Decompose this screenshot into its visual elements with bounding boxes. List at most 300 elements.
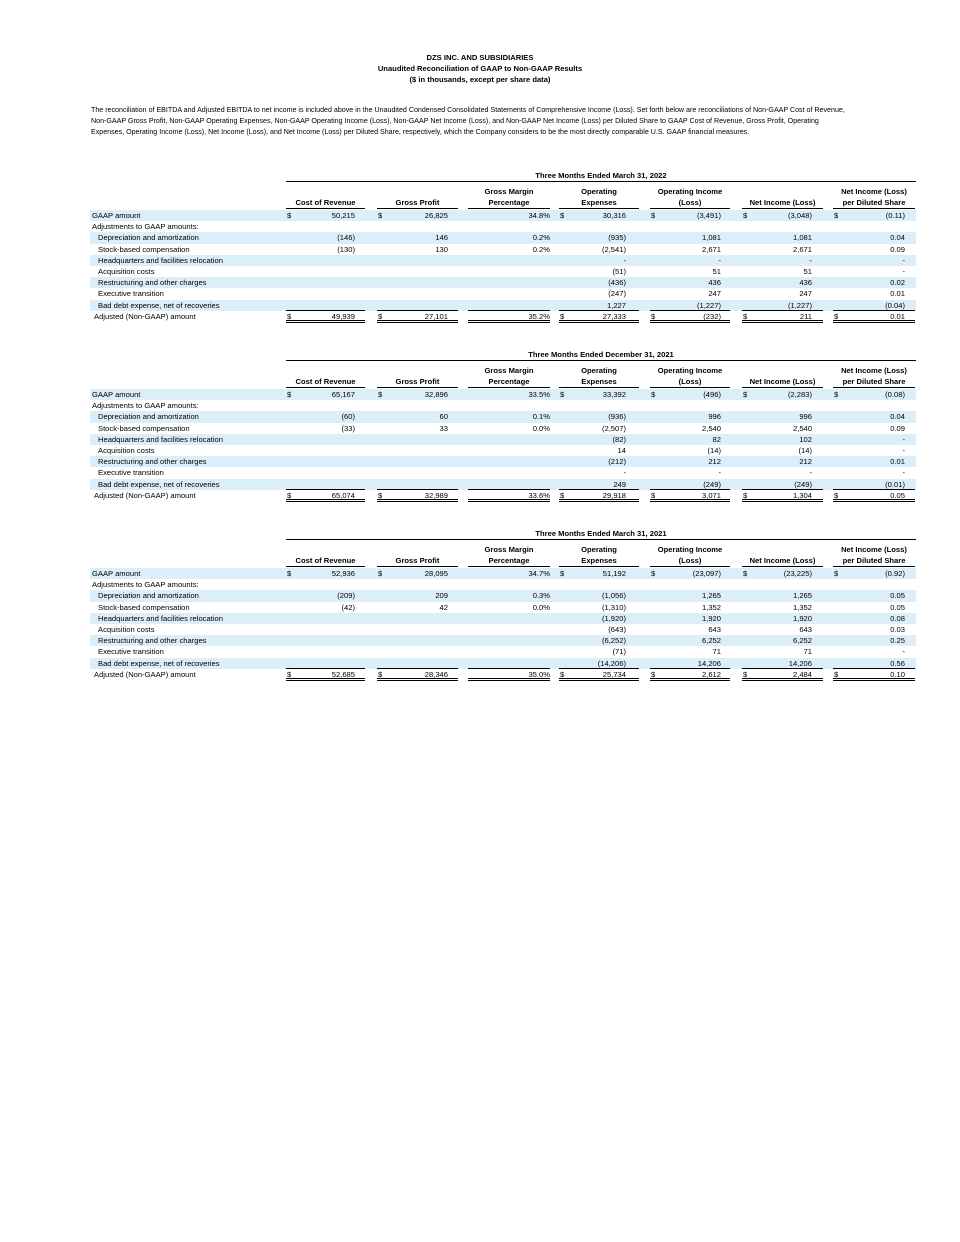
row-label: Depreciation and amortization xyxy=(98,591,199,601)
table-row xyxy=(90,300,916,311)
cell-value: 30,316 xyxy=(602,211,626,220)
cell-value: 32,989 xyxy=(424,490,448,500)
column-header-line1: Gross Margin xyxy=(484,545,534,554)
row-label: Restructuring and other charges xyxy=(98,457,207,467)
cell-value: (0.08) xyxy=(885,390,905,399)
cell-value: 1,352 xyxy=(701,602,721,612)
cell-value: (0.04) xyxy=(885,300,905,310)
cell-value xyxy=(468,445,550,456)
table-row xyxy=(90,445,916,456)
cell-value: 50,215 xyxy=(331,211,355,220)
cell-value: - xyxy=(902,267,905,276)
cell-value: 25,734 xyxy=(602,669,626,679)
row-label: Adjusted (Non-GAAP) amount xyxy=(94,490,196,500)
table-row xyxy=(90,389,916,400)
cell-value: 0.10 xyxy=(890,669,905,679)
cell-value: - xyxy=(718,468,721,478)
cell-value: (14,206) xyxy=(597,658,626,668)
column-header-line2: Net Income (Loss) xyxy=(749,555,816,565)
cell-value xyxy=(377,646,448,657)
row-label: Depreciation and amortization xyxy=(98,233,199,243)
currency-symbol: $ xyxy=(743,669,748,679)
cell-value: 0.05 xyxy=(890,591,905,601)
column-header-line2: Expenses xyxy=(581,376,617,386)
currency-symbol: $ xyxy=(287,390,292,399)
row-label: Acquisition costs xyxy=(98,446,155,455)
cell-value: 0.03 xyxy=(890,625,905,634)
currency-symbol: $ xyxy=(287,669,292,679)
row-label: Bad debt expense, net of recoveries xyxy=(98,300,220,310)
cell-value xyxy=(377,255,448,266)
cell-value: - xyxy=(718,255,721,265)
cell-value: (0.01) xyxy=(885,479,905,489)
cell-value: 1,081 xyxy=(792,233,812,243)
currency-symbol: $ xyxy=(560,669,565,679)
table-row xyxy=(90,400,916,411)
cell-value xyxy=(377,266,448,277)
column-header-line2: Cost of Revenue xyxy=(295,197,356,207)
currency-symbol: $ xyxy=(651,669,656,679)
cell-value: 14 xyxy=(617,446,626,455)
cell-value: (3,048) xyxy=(787,211,812,220)
cell-value xyxy=(468,467,550,478)
report-title: Unaudited Reconciliation of GAAP to Non-GAAP Results xyxy=(377,64,583,73)
cell-value: 52,685 xyxy=(331,669,355,679)
cell-value xyxy=(468,646,550,657)
currency-symbol: $ xyxy=(378,390,383,399)
cell-value: 1,081 xyxy=(701,233,721,243)
cell-value: 436 xyxy=(799,278,812,288)
cell-value: 0.08 xyxy=(890,613,905,623)
cell-value: 32,896 xyxy=(424,390,448,399)
currency-symbol: $ xyxy=(287,211,292,220)
column-header-line1 xyxy=(742,187,823,198)
column-header xyxy=(559,545,639,567)
cell-value: 35.2% xyxy=(528,311,550,321)
table-row xyxy=(90,635,916,646)
table-period-title: Three Months Ended December 31, 2021 xyxy=(286,350,916,361)
column-header-line2: Net Income (Loss) xyxy=(749,376,816,386)
table-row xyxy=(90,590,916,601)
cell-value xyxy=(833,400,905,411)
cell-value: 3,071 xyxy=(701,490,721,500)
row-label: Adjusted (Non-GAAP) amount xyxy=(94,669,196,679)
column-header xyxy=(286,545,365,567)
currency-symbol: $ xyxy=(287,569,292,578)
column-header xyxy=(286,366,365,388)
cell-value: 130 xyxy=(435,244,448,254)
column-header xyxy=(650,366,730,388)
cell-value xyxy=(468,221,550,232)
cell-value xyxy=(468,266,550,277)
cell-value: 42 xyxy=(439,602,448,612)
currency-symbol: $ xyxy=(743,390,748,399)
cell-value: 2,540 xyxy=(792,423,812,433)
cell-value: 60 xyxy=(439,412,448,422)
cell-value: 51 xyxy=(803,267,812,276)
column-header-line2: per Diluted Share xyxy=(842,197,906,207)
column-header-line1: Net Income (Loss) xyxy=(841,187,907,196)
table-row xyxy=(90,467,916,478)
cell-value xyxy=(559,221,626,232)
table-row xyxy=(90,669,916,680)
column-header xyxy=(650,545,730,567)
table-row xyxy=(90,579,916,590)
cell-value: 82 xyxy=(712,434,721,444)
column-header-line1 xyxy=(286,366,365,377)
cell-value: 28,346 xyxy=(424,669,448,679)
currency-symbol: $ xyxy=(378,211,383,220)
cell-value xyxy=(468,613,550,624)
cell-value xyxy=(833,579,905,590)
column-header-line2: Cost of Revenue xyxy=(295,376,356,386)
currency-symbol: $ xyxy=(560,490,565,500)
currency-symbol: $ xyxy=(651,211,656,220)
row-label: Headquarters and facilities relocation xyxy=(98,255,223,265)
table-row xyxy=(90,456,916,467)
currency-symbol: $ xyxy=(378,569,383,578)
cell-value: - xyxy=(902,255,905,265)
column-header-line2: Net Income (Loss) xyxy=(749,197,816,207)
cell-value xyxy=(377,288,448,299)
row-label: Stock-based compensation xyxy=(98,602,190,612)
table-row xyxy=(90,232,916,243)
cell-value: 212 xyxy=(708,457,721,467)
column-header-line2: Gross Profit xyxy=(395,555,440,565)
table-row xyxy=(90,568,916,579)
cell-value xyxy=(286,300,355,311)
cell-value xyxy=(377,221,448,232)
cell-value xyxy=(650,579,721,590)
currency-symbol: $ xyxy=(834,569,839,578)
cell-value: (130) xyxy=(337,244,355,254)
row-label: Headquarters and facilities relocation xyxy=(98,434,223,444)
column-header-line1: Operating Income xyxy=(657,545,723,554)
cell-value xyxy=(286,646,355,657)
currency-symbol: $ xyxy=(651,311,656,321)
cell-value xyxy=(377,277,448,288)
cell-value: 2,612 xyxy=(701,669,721,679)
cell-value xyxy=(377,635,448,646)
table-row xyxy=(90,602,916,613)
cell-value: (935) xyxy=(608,233,626,243)
currency-symbol: $ xyxy=(560,390,565,399)
column-header-line1: Operating xyxy=(581,545,617,554)
cell-value: 49,939 xyxy=(331,311,355,321)
cell-value xyxy=(468,456,550,467)
cell-value: (436) xyxy=(608,278,626,288)
table-row xyxy=(90,221,916,232)
cell-value: 2,540 xyxy=(701,423,721,433)
cell-value: (71) xyxy=(612,647,626,657)
currency-symbol: $ xyxy=(378,669,383,679)
cell-value: - xyxy=(902,468,905,478)
column-header-line1: Gross Margin xyxy=(484,366,534,375)
cell-value: 51 xyxy=(712,267,721,276)
row-label: Restructuring and other charges xyxy=(98,636,207,646)
currency-symbol: $ xyxy=(651,390,656,399)
column-header-line1: Operating Income xyxy=(657,187,723,196)
cell-value: 996 xyxy=(708,412,721,422)
currency-symbol: $ xyxy=(560,211,565,220)
column-header xyxy=(468,545,550,567)
cell-value: 26,825 xyxy=(424,211,448,220)
cell-value xyxy=(468,277,550,288)
cell-value: (1,920) xyxy=(601,613,626,623)
cell-value: 0.05 xyxy=(890,602,905,612)
cell-value: (209) xyxy=(337,591,355,601)
cell-value: (82) xyxy=(612,434,626,444)
cell-value xyxy=(286,277,355,288)
table-row xyxy=(90,411,916,422)
cell-value: 1,920 xyxy=(792,613,812,623)
table-row xyxy=(90,646,916,657)
cell-value xyxy=(286,479,355,490)
cell-value xyxy=(468,434,550,445)
row-label: Executive transition xyxy=(98,289,164,299)
row-label: Executive transition xyxy=(98,647,164,657)
cell-value xyxy=(377,434,448,445)
cell-value xyxy=(286,658,355,669)
currency-symbol: $ xyxy=(378,311,383,321)
cell-value: 0.56 xyxy=(890,658,905,668)
row-label: GAAP amount xyxy=(92,569,141,578)
row-label: Executive transition xyxy=(98,468,164,478)
cell-value xyxy=(468,624,550,635)
row-label: Adjustments to GAAP amounts: xyxy=(92,580,199,590)
cell-value: 33 xyxy=(439,423,448,433)
column-header-line2: Percentage xyxy=(488,376,530,386)
column-header-line1: Operating xyxy=(581,366,617,375)
cell-value: 1,304 xyxy=(792,490,812,500)
column-header-line2: per Diluted Share xyxy=(842,555,906,565)
cell-value: 29,918 xyxy=(602,490,626,500)
currency-symbol: $ xyxy=(378,490,383,500)
company-name: DZS INC. AND SUBSIDIARIES xyxy=(426,53,534,62)
cell-value: (14) xyxy=(798,446,812,455)
column-header-line2: (Loss) xyxy=(678,376,702,386)
column-header xyxy=(377,545,458,567)
currency-symbol: $ xyxy=(287,311,292,321)
cell-value: 0.0% xyxy=(532,602,550,612)
cell-value: 643 xyxy=(708,625,721,634)
row-label: Depreciation and amortization xyxy=(98,412,199,422)
cell-value xyxy=(286,613,355,624)
cell-value: 212 xyxy=(799,457,812,467)
column-header xyxy=(559,187,639,209)
cell-value: 0.05 xyxy=(890,490,905,500)
cell-value: 28,095 xyxy=(424,569,448,578)
column-header-line2: (Loss) xyxy=(678,197,702,207)
cell-value: - xyxy=(623,468,626,478)
cell-value xyxy=(468,400,550,411)
cell-value: 102 xyxy=(799,434,812,444)
cell-value: (2,541) xyxy=(601,244,626,254)
cell-value: 14,206 xyxy=(788,658,812,668)
currency-symbol: $ xyxy=(743,569,748,578)
cell-value: 34.8% xyxy=(528,211,550,220)
cell-value xyxy=(468,635,550,646)
cell-value: 0.04 xyxy=(890,412,905,422)
cell-value: - xyxy=(809,255,812,265)
cell-value xyxy=(650,221,721,232)
currency-symbol: $ xyxy=(743,311,748,321)
currency-symbol: $ xyxy=(834,390,839,399)
cell-value xyxy=(286,635,355,646)
row-label: Headquarters and facilities relocation xyxy=(98,613,223,623)
column-header-line1 xyxy=(742,545,823,556)
report-units: ($ in thousands, except per share data) xyxy=(409,75,551,84)
currency-symbol: $ xyxy=(743,211,748,220)
cell-value xyxy=(833,221,905,232)
reconciliation-table xyxy=(90,529,916,684)
cell-value: (23,097) xyxy=(692,569,721,578)
cell-value: 643 xyxy=(799,625,812,634)
cell-value xyxy=(286,266,355,277)
column-header-line1 xyxy=(286,187,365,198)
row-label: Restructuring and other charges xyxy=(98,278,207,288)
cell-value: 0.01 xyxy=(890,457,905,467)
cell-value: (2,507) xyxy=(601,423,626,433)
cell-value: (2,283) xyxy=(787,390,812,399)
cell-value: (1,227) xyxy=(696,300,721,310)
currency-symbol: $ xyxy=(560,569,565,578)
cell-value: (1,056) xyxy=(601,591,626,601)
cell-value: 14,206 xyxy=(697,658,721,668)
column-header-line2: Cost of Revenue xyxy=(295,555,356,565)
cell-value: (247) xyxy=(608,289,626,299)
cell-value xyxy=(286,445,355,456)
column-header-line2: per Diluted Share xyxy=(842,376,906,386)
cell-value: - xyxy=(902,647,905,657)
column-header-line1 xyxy=(742,366,823,377)
column-header-line1 xyxy=(377,366,458,377)
cell-value: (23,225) xyxy=(783,569,812,578)
cell-value: 52,936 xyxy=(331,569,355,578)
column-header-line2: Gross Profit xyxy=(395,197,440,207)
cell-value xyxy=(559,579,626,590)
cell-value: - xyxy=(902,434,905,444)
table-period-title: Three Months Ended March 31, 2022 xyxy=(286,171,916,182)
cell-value xyxy=(286,456,355,467)
column-header xyxy=(377,366,458,388)
cell-value: (212) xyxy=(608,457,626,467)
cell-value xyxy=(377,400,448,411)
currency-symbol: $ xyxy=(651,569,656,578)
row-label: Acquisition costs xyxy=(98,267,155,276)
cell-value xyxy=(377,456,448,467)
cell-value: (643) xyxy=(608,625,626,634)
row-label: Adjustments to GAAP amounts: xyxy=(92,401,199,411)
cell-value: 6,252 xyxy=(792,636,812,646)
column-header-line1 xyxy=(286,545,365,556)
cell-value: (1,310) xyxy=(601,602,626,612)
currency-symbol: $ xyxy=(560,311,565,321)
row-label: Bad debt expense, net of recoveries xyxy=(98,658,220,668)
cell-value: 0.02 xyxy=(890,278,905,288)
cell-value: 2,671 xyxy=(792,244,812,254)
cell-value: 247 xyxy=(799,289,812,299)
cell-value: 1,920 xyxy=(701,613,721,623)
cell-value: 65,074 xyxy=(331,490,355,500)
cell-value: 6,252 xyxy=(701,636,721,646)
cell-value: (249) xyxy=(703,479,721,489)
column-header-line2: Expenses xyxy=(581,555,617,565)
column-header-line2: (Loss) xyxy=(678,555,702,565)
cell-value xyxy=(286,467,355,478)
column-header xyxy=(742,187,823,209)
table-period-title: Three Months Ended March 31, 2021 xyxy=(286,529,916,540)
cell-value: 0.25 xyxy=(890,636,905,646)
row-label: Bad debt expense, net of recoveries xyxy=(98,479,220,489)
column-header-line1 xyxy=(377,545,458,556)
currency-symbol: $ xyxy=(834,311,839,321)
column-header-line1: Operating xyxy=(581,187,617,196)
currency-symbol: $ xyxy=(287,490,292,500)
cell-value xyxy=(377,467,448,478)
cell-value: (14) xyxy=(707,446,721,455)
cell-value xyxy=(286,434,355,445)
cell-value: (6,252) xyxy=(601,636,626,646)
cell-value xyxy=(377,613,448,624)
cell-value xyxy=(468,479,550,490)
cell-value: 33.5% xyxy=(528,390,550,399)
cell-value: 0.2% xyxy=(532,244,550,254)
cell-value: (0.11) xyxy=(885,211,905,220)
cell-value: 996 xyxy=(799,412,812,422)
cell-value xyxy=(286,400,355,411)
cell-value xyxy=(468,255,550,266)
cell-value: 0.04 xyxy=(890,233,905,243)
cell-value xyxy=(286,221,355,232)
column-header-line1 xyxy=(377,187,458,198)
table-row xyxy=(90,624,916,635)
cell-value: (249) xyxy=(794,479,812,489)
cell-value: (3,491) xyxy=(696,211,721,220)
column-header xyxy=(742,545,823,567)
cell-value: 2,484 xyxy=(792,669,812,679)
cell-value: 71 xyxy=(803,647,812,657)
column-header-line1: Net Income (Loss) xyxy=(841,366,907,375)
cell-value: 0.09 xyxy=(890,423,905,433)
cell-value: 1,265 xyxy=(701,591,721,601)
intro-paragraph: The reconciliation of EBITDA and Adjusted EBITDA to net income is included above in the Unaudited Condensed Consolidated Statements of Comprehensive Income (Loss). Set forth below are reconciliations of Non-GAAP Cost of Revenue, Non-GAAP Gross Profit, Non-GAAP Operating Expenses, Non-GAAP Operating Income (Loss), Non-GAAP Net Income (Loss), and Non-GAAP Net Income (Loss) per Diluted Share to GAAP Cost of Revenue, Gross Profit, Operating Expenses, Operating Income (Loss), Net Income (Loss), and Net Income (Loss) per Diluted Share, respectively, which the Company considers to be the most directly comparable U.S. GAAP financial measures. xyxy=(91,106,845,137)
row-label: GAAP amount xyxy=(92,390,141,399)
table-row xyxy=(90,423,916,434)
column-header xyxy=(468,187,550,209)
currency-symbol: $ xyxy=(834,490,839,500)
cell-value xyxy=(377,445,448,456)
cell-value: 436 xyxy=(708,278,721,288)
cell-value: (232) xyxy=(703,311,721,321)
cell-value xyxy=(286,624,355,635)
currency-symbol: $ xyxy=(743,490,748,500)
cell-value: 247 xyxy=(708,289,721,299)
column-header xyxy=(833,187,915,209)
currency-symbol: $ xyxy=(651,490,656,500)
table-row xyxy=(90,479,916,490)
currency-symbol: $ xyxy=(834,669,839,679)
column-header xyxy=(742,366,823,388)
cell-value xyxy=(559,400,626,411)
table-row xyxy=(90,244,916,255)
cell-value: 249 xyxy=(613,479,626,489)
column-header-line2: Expenses xyxy=(581,197,617,207)
row-label: Adjusted (Non-GAAP) amount xyxy=(94,311,196,321)
cell-value: 1,352 xyxy=(792,602,812,612)
cell-value: 27,101 xyxy=(424,311,448,321)
cell-value: 27,333 xyxy=(602,311,626,321)
